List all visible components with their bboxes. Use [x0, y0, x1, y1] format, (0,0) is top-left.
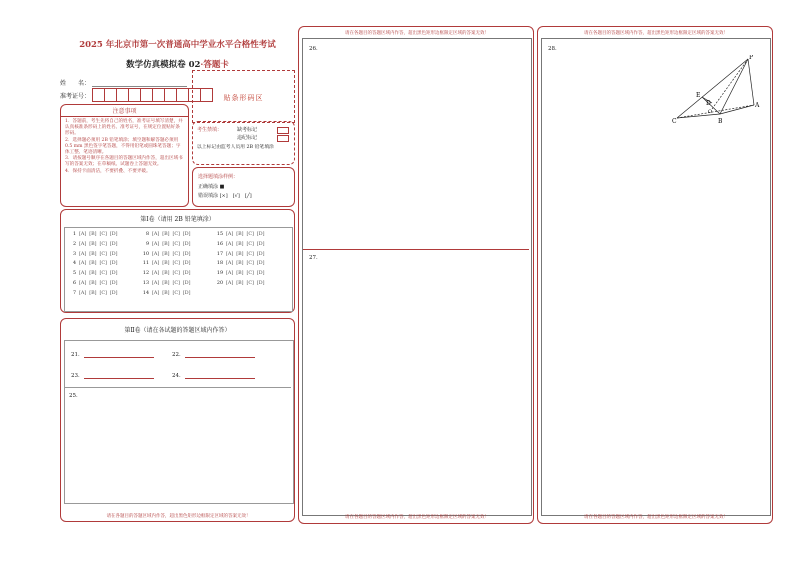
column2-box [298, 26, 534, 524]
edge-ca [677, 105, 754, 118]
absent-label: 考生禁填： [197, 127, 223, 133]
mc-option-bubble[interactable]: [A] [79, 261, 87, 267]
mc-option-bubble[interactable]: [A] [152, 290, 160, 296]
q23-label: 23． [71, 373, 84, 379]
column3-answer-frame [541, 38, 771, 516]
q24 [172, 371, 255, 379]
mc-question-row [214, 269, 268, 279]
column2-answer-frame [302, 38, 532, 516]
absent-box [192, 121, 295, 165]
notice-item: 4．保持卡面清洁，不要折叠、不要弄破。 [65, 168, 151, 174]
q22-label: 22． [172, 352, 185, 358]
mc-question-number: 2 [72, 241, 76, 247]
mc-question-number: 19 [216, 271, 223, 277]
violation-mark-label: 违纪标记 [237, 135, 258, 141]
mc-option-bubble[interactable]: [C] [99, 271, 107, 277]
mc-option-bubble[interactable]: [A] [226, 261, 234, 267]
mc-option-bubble[interactable]: [B] [236, 251, 244, 257]
mc-option-bubble[interactable]: [B] [162, 261, 170, 267]
edge-pa [748, 59, 754, 105]
mc-option-bubble[interactable]: [B] [162, 271, 170, 277]
mc-column-2 [140, 230, 194, 299]
mc-option-bubble[interactable]: [D] [256, 232, 265, 237]
mc-question-row [67, 259, 121, 269]
mc-question-number: 18 [216, 261, 223, 267]
mc-option-bubble[interactable]: [D] [109, 241, 118, 247]
edge-pb [720, 59, 748, 114]
absent-note: 以上标记由监考人员用 2B 铅笔填涂 [197, 145, 274, 150]
mc-option-bubble[interactable]: [A] [79, 271, 87, 277]
notice-heading: 注意事项 [61, 105, 188, 117]
mc-question-row [140, 269, 194, 279]
mc-question-row [67, 289, 121, 299]
column2-top-notice: 请在各题目的答题区域内作答，超出黑色矩形边框限定区域的答案无效！ [345, 31, 489, 36]
fill-sample-box [192, 167, 295, 207]
violation-mark-box[interactable] [277, 135, 289, 142]
mc-option-bubble[interactable]: [A] [152, 251, 160, 257]
mc-option-bubble[interactable]: [A] [152, 232, 160, 237]
exam-title: 2025 年北京市第一次普通高中学业水平合格性考试 [79, 40, 276, 50]
label-e: E [696, 92, 701, 99]
mc-option-bubble[interactable]: [A] [226, 241, 234, 247]
mc-option-bubble[interactable]: [A] [152, 280, 160, 286]
mc-question-number: 13 [142, 280, 149, 286]
mc-option-bubble[interactable]: [C] [172, 271, 180, 277]
correct-fill-label: 正确填涂 [198, 184, 219, 190]
mc-question-row [140, 259, 194, 269]
mc-option-bubble[interactable]: [D] [182, 261, 191, 267]
wrong-fill-marks: [×] [√] [╱] [219, 193, 252, 199]
mc-question-number: 12 [142, 271, 149, 277]
mc-option-bubble[interactable]: [A] [152, 261, 160, 267]
q28-label: 28． [548, 46, 561, 52]
mc-option-bubble[interactable]: [D] [109, 290, 118, 296]
correct-fill-mark: ■ [219, 184, 225, 190]
mc-option-bubble[interactable]: [B] [236, 232, 244, 237]
column3-bottom-notice: 请在各题目的答题区域内作答，超出黑色矩形边框限定区域的答案无效！ [584, 515, 728, 520]
q23 [71, 371, 154, 379]
mc-option-bubble[interactable]: [B] [89, 241, 97, 247]
mc-option-bubble[interactable]: [C] [246, 232, 254, 237]
mc-option-bubble[interactable]: [A] [79, 251, 87, 257]
mc-question-row [67, 279, 121, 289]
mc-option-bubble[interactable]: [D] [109, 271, 118, 277]
mc-question-number: 10 [142, 251, 149, 257]
absent-mark-label: 缺考标记 [237, 127, 258, 133]
mc-question-number: 9 [145, 241, 149, 247]
section2-answer-area [64, 340, 294, 504]
mc-option-bubble[interactable]: [D] [256, 241, 265, 247]
column1-footer: 请在各题目的答题区域内作答，超出黑色矩形边框限定区域的答案无效！ [106, 514, 251, 519]
name-label: 姓 名： [60, 80, 91, 87]
mc-option-bubble[interactable]: [C] [99, 241, 107, 247]
mc-question-number: 11 [142, 261, 149, 267]
mc-option-bubble[interactable]: [D] [182, 241, 191, 247]
notice-item: 1．答题前，考生先将自己的姓名，准考证号填写清楚，并认真核准条形码上的姓名、准考证号，在规定位置贴好条形码。 [65, 119, 183, 137]
mc-question-number: 1 [72, 232, 76, 237]
mc-option-bubble[interactable]: [A] [226, 251, 234, 257]
label-a: A [755, 102, 760, 109]
mc-option-bubble[interactable]: [B] [89, 271, 97, 277]
mc-option-bubble[interactable]: [D] [109, 261, 118, 267]
mc-question-row [214, 230, 268, 240]
subtitle-main: 数学仿真模拟卷 02 [126, 60, 201, 70]
q25-label: 25． [69, 393, 82, 399]
label-c: C [672, 118, 677, 125]
wrong-fill-label: 错误填涂 [198, 193, 219, 199]
mc-option-bubble[interactable]: [B] [162, 290, 170, 296]
mc-option-bubble[interactable]: [C] [99, 261, 107, 267]
q26-answer-area[interactable] [303, 39, 529, 249]
mc-option-bubble[interactable]: [C] [246, 271, 254, 277]
mc-question-number: 14 [142, 290, 149, 296]
label-b: B [718, 118, 723, 125]
mc-option-bubble[interactable]: [D] [256, 251, 265, 257]
mc-option-bubble[interactable]: [C] [246, 251, 254, 257]
column3-box [537, 26, 773, 524]
q21-label: 21． [71, 352, 84, 358]
mc-question-number: 17 [216, 251, 223, 257]
mc-question-row [214, 240, 268, 250]
mc-question-number: 20 [216, 280, 223, 286]
mc-option-bubble[interactable]: [D] [182, 251, 191, 257]
mc-question-row [140, 279, 194, 289]
column3-top-notice: 请在各题目的答题区域内作答，超出黑色矩形边框限定区域的答案无效！ [584, 31, 728, 36]
mc-option-bubble[interactable]: [B] [162, 280, 170, 286]
mc-option-bubble[interactable]: [C] [172, 241, 180, 247]
mc-question-row [67, 269, 121, 279]
mc-option-bubble[interactable]: [D] [182, 271, 191, 277]
mc-option-bubble[interactable]: [C] [246, 261, 254, 267]
mc-option-bubble[interactable]: [C] [99, 280, 107, 286]
mc-option-bubble[interactable]: [D] [182, 232, 191, 237]
notice-item: 2．选择题必须用 2B 铅笔填涂；填空题和解答题必须用 0.5 mm 黑色签字笔答题，不得用铅笔或圆珠笔答题；字体工整、笔迹清晰。 [65, 137, 181, 156]
mc-option-bubble[interactable]: [C] [246, 280, 254, 286]
mc-option-bubble[interactable]: [B] [89, 232, 97, 237]
mc-question-row [214, 259, 268, 269]
mc-question-number: 4 [72, 261, 76, 267]
notice-box [60, 104, 189, 207]
mc-option-bubble[interactable]: [A] [226, 280, 234, 286]
mc-question-row [214, 250, 268, 260]
subtitle-suffix: ·答题卡 [200, 60, 229, 70]
mc-option-bubble[interactable]: [C] [172, 290, 180, 296]
mc-option-bubble[interactable]: [C] [246, 241, 254, 247]
mc-option-bubble[interactable]: [C] [99, 290, 107, 296]
label-p: P [749, 55, 754, 61]
section2-title: 第Ⅱ卷（请在各试题的答题区域内作答） [124, 327, 231, 334]
q24-label: 24． [172, 373, 185, 379]
mc-option-bubble[interactable]: [D] [182, 290, 191, 296]
absent-mark-box[interactable] [277, 127, 289, 134]
q25-answer-area[interactable] [65, 387, 291, 501]
mc-question-number: 8 [145, 232, 149, 237]
q23-blank[interactable] [84, 372, 154, 379]
mc-option-bubble[interactable]: [D] [256, 280, 265, 286]
section2-box [60, 318, 295, 522]
notice-list [61, 117, 188, 177]
mc-question-number: 3 [72, 251, 76, 257]
mc-option-bubble[interactable]: [B] [89, 290, 97, 296]
mc-question-row [140, 240, 194, 250]
barcode-area [192, 70, 295, 123]
mc-option-bubble[interactable]: [A] [79, 280, 87, 286]
mc-option-bubble[interactable]: [B] [236, 271, 244, 277]
mc-question-number: 15 [216, 232, 223, 237]
notice-item: 3．请按题号顺序在各题目的答题区域内作答，超出区域书写的答案无效；在草稿纸、试题卷上答题无效。 [65, 156, 183, 168]
mc-question-row [67, 250, 121, 260]
mc-option-bubble[interactable]: [C] [172, 261, 180, 267]
mc-column-1 [67, 230, 121, 299]
q21 [71, 350, 154, 358]
mc-option-bubble[interactable]: [D] [109, 251, 118, 257]
barcode-label: 贴条形码区 [223, 94, 264, 102]
mc-option-bubble[interactable]: [D] [182, 280, 191, 286]
mc-option-bubble[interactable]: [A] [152, 271, 160, 277]
mc-column-3 [214, 230, 268, 289]
mc-question-number: 7 [72, 290, 76, 296]
label-d: D [706, 100, 711, 107]
mc-option-bubble[interactable]: [A] [79, 232, 87, 237]
mc-question-row [214, 279, 268, 289]
q22-blank[interactable] [185, 351, 255, 358]
mc-question-row [67, 240, 121, 250]
mc-option-bubble[interactable]: [A] [226, 271, 234, 277]
mc-option-bubble[interactable]: [C] [172, 280, 180, 286]
mc-option-bubble[interactable]: [B] [236, 280, 244, 286]
edge-ba [720, 105, 754, 114]
correct-fill [198, 183, 224, 190]
fill-sample-title: 选择题填涂样例： [198, 174, 239, 180]
mc-option-bubble[interactable]: [B] [89, 251, 97, 257]
mc-option-bubble[interactable]: [B] [162, 241, 170, 247]
section1-title: 第Ⅰ卷（请用 2B 铅笔填涂） [140, 216, 215, 223]
mc-option-bubble[interactable]: [A] [152, 241, 160, 247]
id-label: 准考证号： [60, 93, 91, 100]
mc-question-number: 5 [72, 271, 76, 277]
mc-question-number: 16 [216, 241, 223, 247]
wrong-fill [198, 192, 252, 199]
label-o: O [708, 109, 713, 115]
mc-option-bubble[interactable]: [C] [172, 232, 180, 237]
q24-blank[interactable] [185, 372, 255, 379]
mc-option-bubble[interactable]: [B] [89, 280, 97, 286]
mc-option-bubble[interactable]: [C] [172, 251, 180, 257]
mc-question-row [140, 230, 194, 240]
mc-question-row [140, 289, 194, 299]
mc-option-bubble[interactable]: [A] [79, 290, 87, 296]
q27-answer-area[interactable] [303, 250, 529, 512]
mc-option-bubble[interactable]: [B] [236, 241, 244, 247]
exam-subtitle [60, 58, 295, 70]
name-field[interactable] [92, 86, 187, 87]
q27-label: 27． [309, 255, 322, 261]
pyramid-figure [672, 55, 762, 125]
mc-grid [64, 227, 293, 312]
section1-box [60, 209, 295, 313]
mc-question-row [67, 230, 121, 240]
mc-option-bubble[interactable]: [D] [109, 232, 118, 237]
mc-option-bubble[interactable]: [D] [109, 280, 118, 286]
mc-question-number: 6 [72, 280, 76, 286]
mc-option-bubble[interactable]: [A] [226, 232, 234, 237]
q26-label: 26． [309, 46, 322, 52]
q21-blank[interactable] [84, 351, 154, 358]
mc-option-bubble[interactable]: [B] [162, 251, 170, 257]
mc-option-bubble[interactable]: [C] [99, 251, 107, 257]
mc-option-bubble[interactable]: [C] [99, 232, 107, 237]
column2-bottom-notice: 请在各题目的答题区域内作答，超出黑色矩形边框限定区域的答案无效！ [345, 515, 489, 520]
mc-option-bubble[interactable]: [A] [79, 241, 87, 247]
mc-option-bubble[interactable]: [D] [256, 271, 265, 277]
mc-question-row [140, 250, 194, 260]
mc-option-bubble[interactable]: [B] [89, 261, 97, 267]
q22 [172, 350, 255, 358]
mc-option-bubble[interactable]: [B] [236, 261, 244, 267]
mc-option-bubble[interactable]: [B] [162, 232, 170, 237]
mc-option-bubble[interactable]: [D] [256, 261, 265, 267]
